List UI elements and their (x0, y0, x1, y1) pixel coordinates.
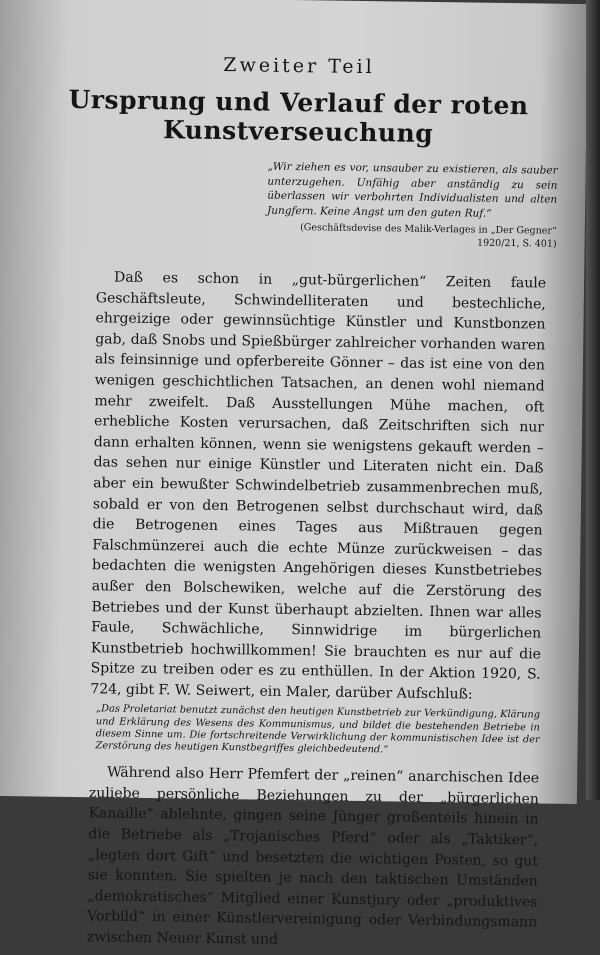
book-binding-shadow (586, 0, 600, 800)
body-text (87, 267, 546, 954)
epigraph-source-line2: 1920/21, S. 401) (476, 237, 557, 250)
part-title: Zweiter Teil (223, 54, 375, 79)
epigraph-source-line1: (Geschäftsdevise des Malik-Verlages in „Der Gegner“ (300, 222, 557, 237)
chapter-title: Ursprung und Verlauf der roten Kunstverseuchung (68, 84, 529, 148)
block-quote: „Das Proletariat benutzt zunächst den heutigen Kunstbetrieb zur Verkündigung, Klärung und Erklärung des Wesens des Kommunismus, und bildet die bestehenden Betriebe in diesem Sinne um. Die fortschreitende Verwirklichung der kommunistischen Idee ist der Zerstörung des heutigen Kunstbegriffes gleichbedeutend.“ (95, 703, 541, 756)
epigraph-text: „Wir ziehen es vor, unsauber zu existieren, als sauber unterzugehen. Unfähig aber anständig zu sein überlassen wir verbohrten Individualisten und alten Jungfern. Keine Angst um den guten Ruf.“ (266, 160, 558, 220)
epigraph (267, 160, 558, 251)
paragraph-2: Während also Herr Pfemfert der „reinen“ anarchischen Idee zuliebe persönliche Beziehungen zu der „bürgerlichen Kanaille“ ablehnte, gingen seine Jünger großenteils hinein in die Betriebe als „Trojanisches Pferd“ oder als „Taktiker“, „legten dort Gift“ und besetzten die wichtigen Posten, so gut sie konnten. Sie spielten je nach den taktischen Umständen „demokratisches“ Mitglied einer Kunstjury oder „produktives Vorbild“ in einer Künstlervereinigung oder Verbindungsmann zwischen Neuer Kunst und (86, 764, 540, 948)
epigraph-source (267, 221, 557, 251)
paragraph-1: Daß es schon in „gut-bürgerlichen“ Zeiten faule Geschäftsleute, Schwindelliteraten und bestechliche, ehrgeizige oder gewinnsüchtige Künstler und Kunstbonzen gab, daß Snobs und Spießbürger zahlreicher vorhanden waren als feinsinnige und opferbereite Gönner – das ist eine von den wenigen geschichtlichen Tatsachen, an denen wohl niemand mehr zweifelt. Daß Ausstellungen Mühe machen, oft erhebliche Kosten verursachen, daß Zeitschriften sich nur dann erhalten können, wenn sie wenigstens gekauft werden – das sehen nur einige Künstler und Literaten nicht ein. Daß aber ein bewußter Schwindelbetrieb zusammenbrechen muß, sobald er von den Betrogenen selbst durchschaut wird, daß die Betrogenen eines Tages aus Mißtrauen gegen Falschmünzerei auch die echte Münze zurückweisen – das bedachten die wenigsten Angehörigen dieses Kunstbetriebes außer den Bolschewiken, welche auf die Zerstörung des Betriebes und der Kunst überhaupt abzielten. Ihnen war alles Faule, Schwächliche, Sinnwidrige im bürgerlichen Kunstbetrieb hochwillkommen! Sie brauchten es nur auf die Spitze zu treiben oder es zu enthüllen. In der Aktion 1920, S. 724, gibt F. W. Seiwert, ein Maler, darüber Aufschluß: (90, 269, 547, 703)
